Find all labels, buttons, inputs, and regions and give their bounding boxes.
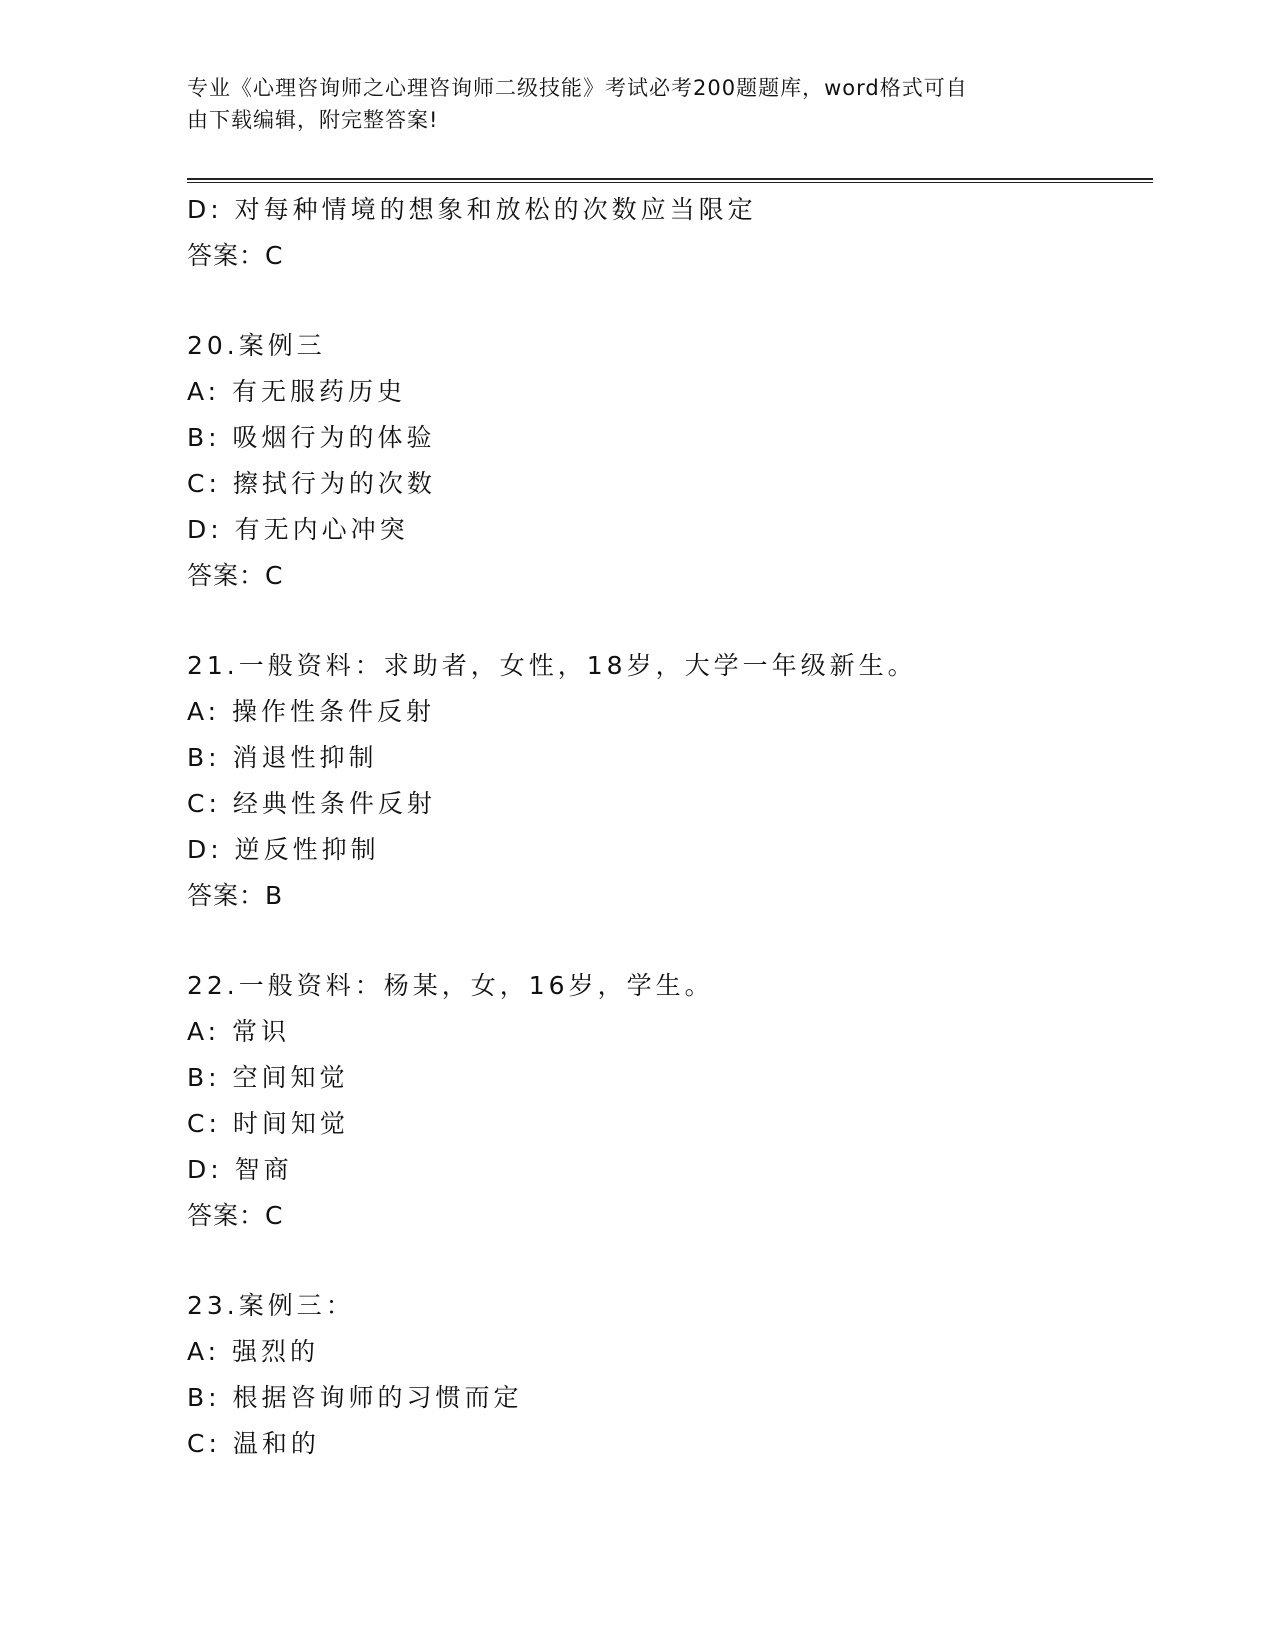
option-d: D: 对每种情境的想象和放松的次数应当限定 [187, 195, 757, 224]
option-a: A: 有无服药历史 [187, 377, 407, 406]
answer-line: 答案：B [187, 881, 284, 910]
question-list [187, 187, 1147, 1467]
question-block-21 [187, 643, 1147, 919]
option-d: D: 有无内心冲突 [187, 515, 409, 544]
option-a: A: 强烈的 [187, 1337, 320, 1366]
question-block-23 [187, 1283, 1147, 1467]
option-d: D: 逆反性抑制 [187, 835, 380, 864]
question-title: 22.一般资料：杨某，女，16岁，学生。 [187, 971, 714, 1000]
option-b: B: 消退性抑制 [187, 743, 378, 772]
header-line-1: 专业《心理咨询师之心理咨询师二级技能》考试必考200题题库，word格式可自 [187, 76, 968, 100]
question-block-19 [187, 187, 1147, 279]
option-a: A: 操作性条件反射 [187, 697, 436, 726]
option-b: B: 空间知觉 [187, 1063, 349, 1092]
question-block-22 [187, 963, 1147, 1239]
header-line-2: 由下载编辑，附完整答案! [187, 108, 439, 132]
answer-line: 答案：C [187, 241, 284, 270]
answer-line: 答案：C [187, 561, 284, 590]
option-c: C: 温和的 [187, 1429, 320, 1458]
spacer [187, 279, 1147, 323]
spacer [187, 919, 1147, 963]
question-title: 21.一般资料：求助者，女性，18岁，大学一年级新生。 [187, 651, 917, 680]
option-d: D: 智商 [187, 1155, 293, 1184]
document-header [187, 72, 1087, 136]
option-c: C: 擦拭行为的次数 [187, 469, 436, 498]
option-a: A: 常识 [187, 1017, 291, 1046]
option-c: C: 经典性条件反射 [187, 789, 436, 818]
question-block-20 [187, 323, 1147, 599]
spacer [187, 1239, 1147, 1283]
answer-line: 答案：C [187, 1201, 284, 1230]
spacer [187, 599, 1147, 643]
header-divider-thick [187, 178, 1153, 180]
header-divider-thin [187, 182, 1153, 183]
option-b: B: 根据咨询师的习惯而定 [187, 1383, 523, 1412]
option-c: C: 时间知觉 [187, 1109, 349, 1138]
question-title: 20.案例三 [187, 331, 326, 360]
option-b: B: 吸烟行为的体验 [187, 423, 436, 452]
question-title: 23.案例三： [187, 1291, 355, 1320]
